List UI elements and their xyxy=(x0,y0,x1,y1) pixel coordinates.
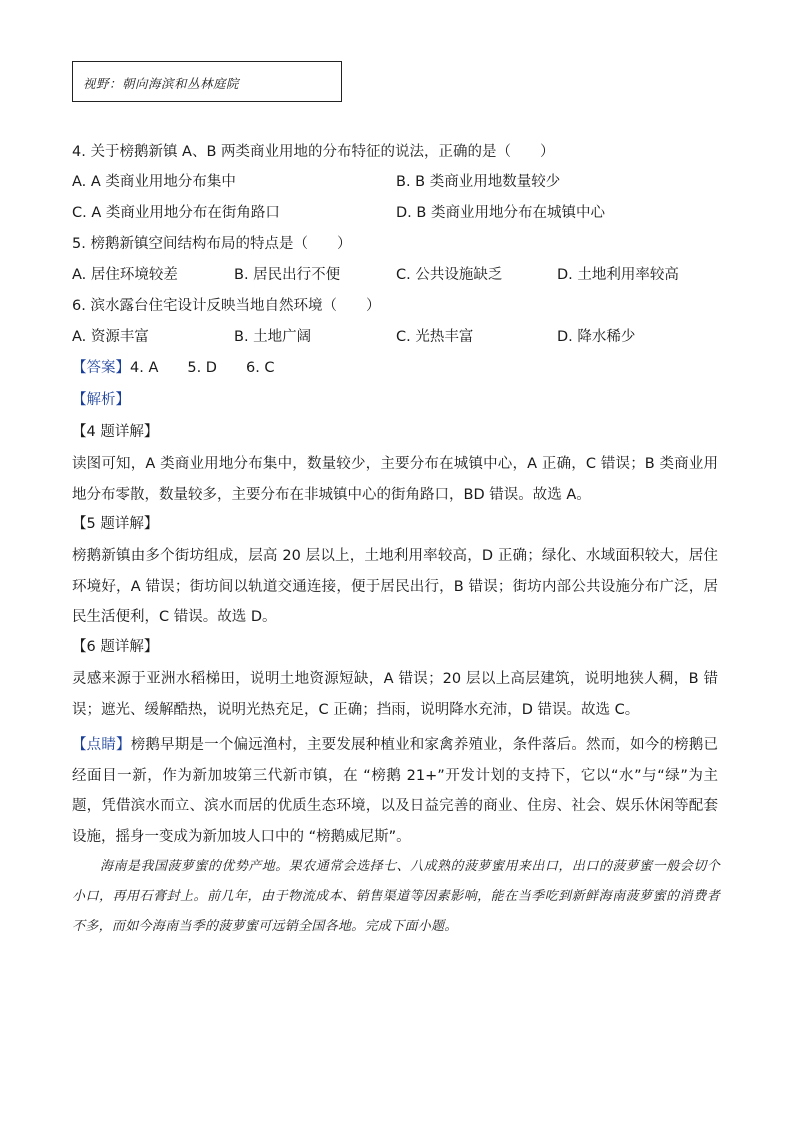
detail-4-body: 读图可知，A 类商业用地分布集中，数量较少，主要分布在城镇中心，A 正确，C 错误；B 类商业用地分布零散，数量较多，主要分布在非城镇中心的街角路口，BD 错误。故选 A。 xyxy=(72,456,718,503)
answer-text: 4. A 5. D 6. C xyxy=(130,360,275,376)
question-4-stem: 4. 关于榜鹅新镇 A、B 两类商业用地的分布特征的说法，正确的是（ ） xyxy=(72,144,555,160)
question-5-option-c: C. 公共设施缺乏 xyxy=(396,267,503,283)
detail-6-body: 灵感来源于亚洲水稻梯田，说明土地资源短缺，A 错误；20 层以上高层建筑，说明地狭人稠，B 错误；遮光、缓解酷热，说明光热充足，C 正确；挡雨，说明降水充沛，D 错误。故选 C。 xyxy=(72,671,718,718)
detail-5-title: 【5 题详解】 xyxy=(72,516,159,532)
question-5-option-a: A. 居住环境较差 xyxy=(72,267,178,283)
answer-line xyxy=(72,358,275,378)
tip-tag: 【点睛】 xyxy=(72,737,131,753)
detail-5-body: 榜鹅新镇由多个街坊组成，层高 20 层以上，土地利用率较高，D 正确；绿化、水域面积较大，居住环境好，A 错误；街坊间以轨道交通连接，便于居民出行，B 错误；街坊内部公共设施分布广泛，居民生活便利，C 错误。故选 D。 xyxy=(72,548,718,625)
detail-4-title: 【4 题详解】 xyxy=(72,424,159,440)
tip-paragraph xyxy=(72,730,718,852)
view-text-box xyxy=(72,61,342,102)
detail-6-title: 【6 题详解】 xyxy=(72,639,159,655)
question-4-option-c: C. A 类商业用地分布在街角路口 xyxy=(72,205,280,221)
tip-body: 榜鹅早期是一个偏远渔村，主要发展种植业和家禽养殖业，条件落后。然而，如今的榜鹅已经面目一新，作为新加坡第三代新市镇，在 “榜鹅 21+”开发计划的支持下，它以“水”与“绿”为主题，凭借滨水而立、滨水而居的优质生态环境，以及日益完善的商业、住房、社会、娱乐休闲等配套设施，摇身一变成为新加坡人口中的 “榜鹅威尼斯”。 xyxy=(72,737,719,845)
question-6-option-c: C. 光热丰富 xyxy=(396,329,474,345)
question-4-option-b: B. B 类商业用地数量较少 xyxy=(396,174,561,190)
question-4-option-d: D. B 类商业用地分布在城镇中心 xyxy=(396,205,605,221)
question-6-option-d: D. 降水稀少 xyxy=(557,329,636,345)
question-6-option-a: A. 资源丰富 xyxy=(72,329,149,345)
question-5-stem: 5. 榜鹅新镇空间结构布局的特点是（ ） xyxy=(72,236,352,252)
intro-paragraph: 海南是我国菠萝蜜的优势产地。果农通常会选择七、八成熟的菠萝蜜用来出口，出口的菠萝蜜一般会切个小口，再用石膏封上。前几年，由于物流成本、销售渠道等因素影响，能在当季吃到新鲜海南菠萝蜜的消费者不多，而如今海南当季的菠萝蜜可远销全国各地。完成下面小题。 xyxy=(72,859,720,934)
question-5-option-b: B. 居民出行不便 xyxy=(234,267,341,283)
question-6-stem: 6. 滨水露台住宅设计反映当地自然环境（ ） xyxy=(72,298,381,314)
analysis-tag: 【解析】 xyxy=(72,392,130,408)
question-5-option-d: D. 土地利用率较高 xyxy=(557,267,679,283)
answer-tag: 【答案】 xyxy=(72,360,130,376)
question-6-option-b: B. 土地广阔 xyxy=(234,329,312,345)
question-4-option-a: A. A 类商业用地分布集中 xyxy=(72,174,236,190)
view-text: 视野：朝向海滨和丛林庭院 xyxy=(83,76,240,91)
